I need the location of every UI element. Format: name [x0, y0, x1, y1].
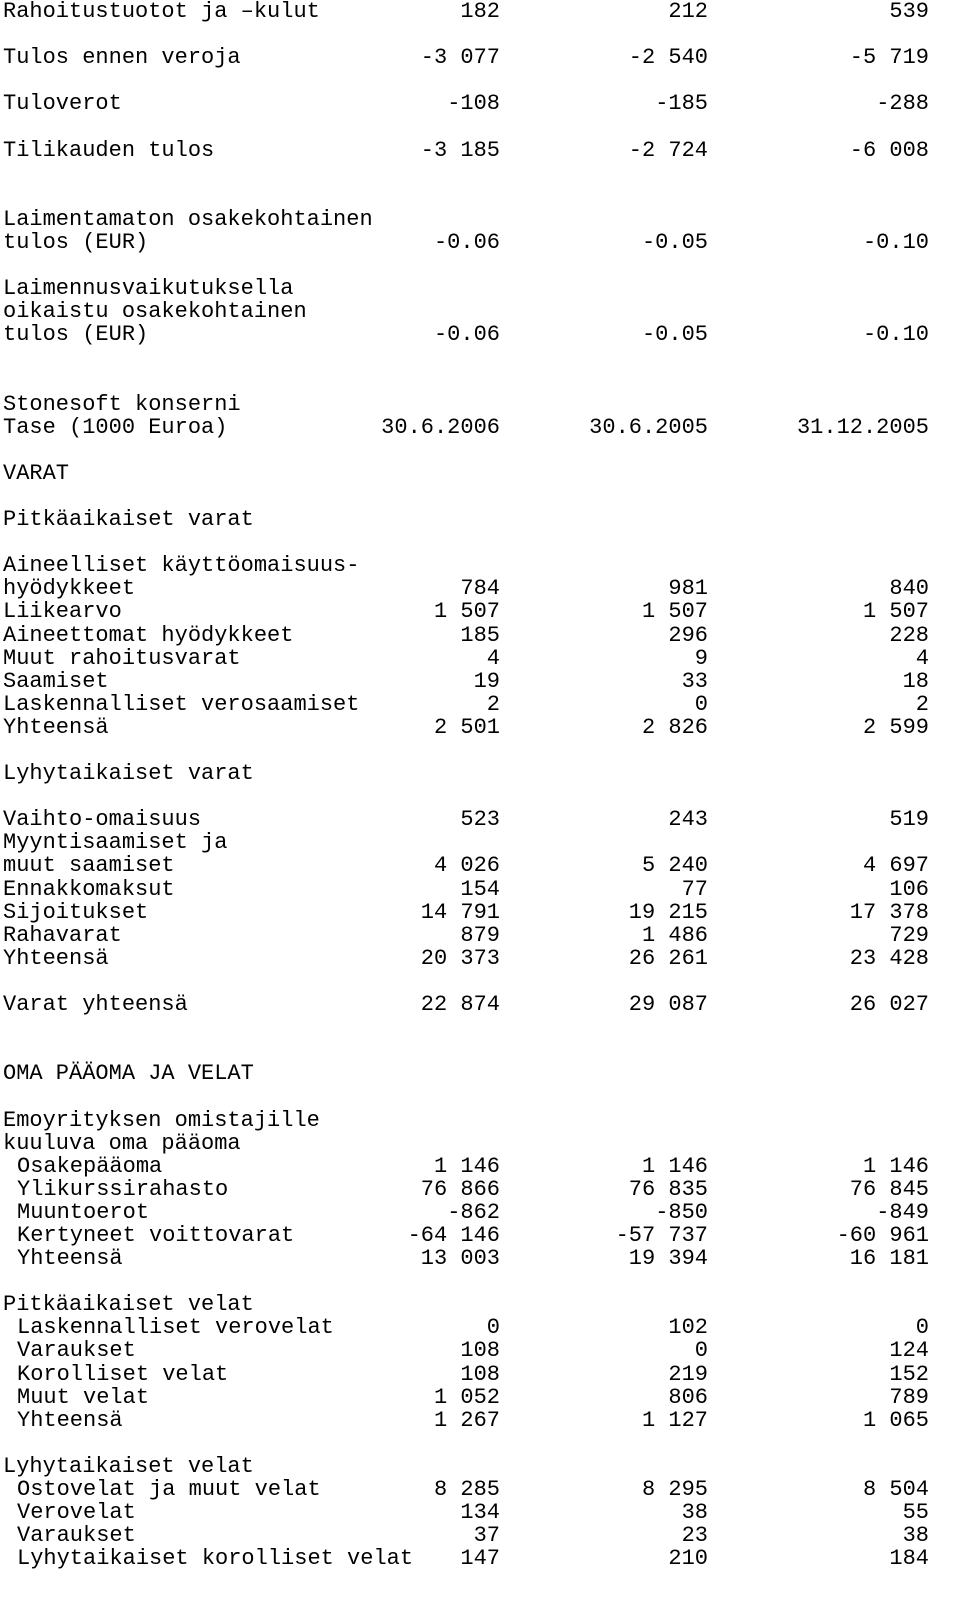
- value-col-3: 789: [889, 1384, 929, 1410]
- line-label: Ostovelat ja muut velat: [17, 1477, 321, 1502]
- statement-line: [3, 1132, 957, 1155]
- line-label: Laimennusvaikutuksella: [3, 276, 294, 302]
- statement-line: [3, 508, 957, 531]
- value-col-2: 1 146: [641, 1153, 708, 1179]
- value-col-2: -0.05: [641, 229, 708, 255]
- statement-line: [3, 531, 957, 554]
- value-col-1: -862: [447, 1199, 500, 1225]
- value-col-1: 1 267: [433, 1407, 500, 1433]
- line-label: Sijoitukset: [3, 899, 149, 925]
- value-col-2: -2 724: [628, 137, 708, 163]
- statement-line: [3, 277, 957, 300]
- line-label: Rahoitustuotot ja –kulut: [3, 0, 320, 24]
- statement-line: [3, 1109, 957, 1132]
- line-label: hyödykkeet: [3, 576, 136, 602]
- value-col-1: 185: [460, 622, 500, 648]
- line-label: Tilikauden tulos: [3, 137, 215, 163]
- value-col-1: 37: [473, 1523, 500, 1549]
- statement-line: [3, 808, 957, 831]
- value-col-3: 8 504: [862, 1477, 929, 1502]
- statement-line: [3, 439, 957, 462]
- value-col-2: 77: [681, 876, 708, 902]
- value-col-3: 4: [915, 645, 929, 671]
- line-label: Verovelat: [17, 1500, 136, 1526]
- statement-line: [3, 1016, 957, 1039]
- value-col-1: 1 507: [433, 599, 500, 625]
- value-col-2: 30.6.2005: [589, 414, 708, 440]
- value-col-3: 38: [902, 1523, 929, 1549]
- value-col-1: 30.6.2006: [381, 414, 500, 440]
- value-col-2: 5 240: [641, 853, 708, 879]
- line-label: Varat yhteensä: [3, 992, 188, 1018]
- line-label: Osakepääoma: [17, 1153, 163, 1179]
- value-col-3: 729: [889, 922, 929, 948]
- line-label: Pitkäaikaiset velat: [3, 1292, 254, 1318]
- value-col-3: -0.10: [862, 322, 929, 348]
- line-label: Lyhytaikaiset korolliset velat: [17, 1546, 414, 1572]
- value-col-1: 154: [460, 876, 500, 902]
- line-label: Yhteensä: [17, 1246, 123, 1272]
- statement-line: [3, 577, 957, 600]
- value-col-1: 0: [486, 1315, 500, 1341]
- value-col-2: -850: [655, 1199, 708, 1225]
- line-label: Korolliset velat: [17, 1361, 229, 1387]
- line-label: Muut rahoitusvarat: [3, 645, 241, 671]
- value-col-2: 0: [694, 691, 708, 717]
- value-col-1: 1 146: [433, 1153, 500, 1179]
- value-col-2: 243: [668, 807, 708, 833]
- line-label: Muuntoerot: [17, 1199, 150, 1225]
- statement-line: [3, 1155, 957, 1178]
- line-label: Yhteensä: [3, 714, 109, 740]
- statement-line: [3, 1501, 957, 1524]
- value-col-2: 26 261: [628, 945, 708, 971]
- statement-line: [3, 1039, 957, 1062]
- line-label: Tulos ennen veroja: [3, 45, 241, 71]
- value-col-3: 539: [889, 0, 929, 24]
- value-col-3: 1 146: [862, 1153, 929, 1179]
- value-col-1: 523: [460, 807, 500, 833]
- value-col-2: 38: [681, 1500, 708, 1526]
- value-col-2: 210: [668, 1546, 708, 1572]
- statement-line: [3, 462, 957, 485]
- value-col-2: 1 127: [641, 1407, 708, 1433]
- value-col-3: 76 845: [849, 1176, 929, 1202]
- statement-line: [3, 1293, 957, 1316]
- line-label: Aineettomat hyödykkeet: [3, 622, 294, 648]
- statement-line: [3, 1062, 957, 1085]
- statement-line: [3, 716, 957, 739]
- line-label: Ennakkomaksut: [3, 876, 175, 902]
- line-label: Laskennalliset verovelat: [17, 1315, 334, 1341]
- statement-line: [3, 23, 957, 46]
- statement-line: [3, 370, 957, 393]
- line-label: VARAT: [3, 460, 70, 486]
- value-col-2: 29 087: [628, 992, 708, 1018]
- value-col-3: 0: [915, 1315, 929, 1341]
- statement-line: [3, 785, 957, 808]
- value-col-3: 31.12.2005: [796, 414, 929, 440]
- statement-line: [3, 647, 957, 670]
- statement-line: [3, 1478, 957, 1501]
- statement-line: [3, 208, 957, 231]
- statement-line: [3, 1316, 957, 1339]
- value-col-3: 106: [889, 876, 929, 902]
- line-label: Stonesoft konserni: [3, 391, 241, 417]
- line-label: OMA PÄÄOMA JA VELAT: [3, 1061, 254, 1087]
- line-label: Varaukset: [17, 1523, 136, 1549]
- value-col-3: 55: [902, 1500, 929, 1526]
- statement-line: [3, 393, 957, 416]
- value-col-1: 4 026: [433, 853, 500, 879]
- value-col-2: 0: [694, 1338, 708, 1364]
- statement-line: [3, 1455, 957, 1478]
- statement-line: [3, 1178, 957, 1201]
- statement-line: [3, 878, 957, 901]
- value-col-2: 9: [694, 645, 708, 671]
- value-col-2: 76 835: [628, 1176, 708, 1202]
- statement-line: [3, 1363, 957, 1386]
- line-label: Laimentamaton osakekohtainen: [3, 206, 373, 232]
- value-col-1: 879: [460, 922, 500, 948]
- statement-line: [3, 254, 957, 277]
- value-col-1: -3 077: [420, 45, 500, 71]
- value-col-3: 152: [889, 1361, 929, 1387]
- value-col-3: -0.10: [862, 229, 929, 255]
- line-label: Emoyrityksen omistajille: [3, 1107, 320, 1133]
- statement-line: [3, 0, 957, 23]
- line-label: Saamiset: [3, 668, 109, 694]
- statement-line: [3, 901, 957, 924]
- value-col-3: 4 697: [862, 853, 929, 879]
- value-col-2: 296: [668, 622, 708, 648]
- statement-line: [3, 46, 957, 69]
- statement-line: [3, 69, 957, 92]
- line-label: oikaistu osakekohtainen: [3, 299, 307, 325]
- line-label: Pitkäaikaiset varat: [3, 507, 254, 533]
- value-col-3: -5 719: [849, 45, 929, 71]
- statement-line: [3, 854, 957, 877]
- statement-line: [3, 115, 957, 138]
- value-col-2: 19 215: [628, 899, 708, 925]
- statement-line: [3, 1247, 957, 1270]
- value-col-3: 519: [889, 807, 929, 833]
- value-col-3: 17 378: [849, 899, 929, 925]
- value-col-3: 23 428: [849, 945, 929, 971]
- value-col-3: -288: [876, 91, 929, 117]
- statement-line: [3, 831, 957, 854]
- statement-line: [3, 693, 957, 716]
- value-col-2: -57 737: [615, 1222, 708, 1248]
- line-label: Yhteensä: [17, 1407, 123, 1433]
- value-col-1: 4: [486, 645, 500, 671]
- value-col-3: 228: [889, 622, 929, 648]
- value-col-1: 784: [460, 576, 500, 602]
- value-col-1: -0.06: [433, 229, 500, 255]
- value-col-1: -108: [447, 91, 500, 117]
- value-col-2: 2 826: [641, 714, 708, 740]
- statement-line: [3, 624, 957, 647]
- value-col-2: 102: [668, 1315, 708, 1341]
- statement-line: [3, 739, 957, 762]
- line-label: kuuluva oma pääoma: [3, 1130, 241, 1156]
- statement-line: [3, 300, 957, 323]
- line-label: Varaukset: [17, 1338, 136, 1364]
- statement-line: [3, 600, 957, 623]
- value-col-2: 981: [668, 576, 708, 602]
- line-label: tulos (EUR): [3, 229, 149, 255]
- statement-line: [3, 947, 957, 970]
- line-label: Muut velat: [17, 1384, 150, 1410]
- value-col-2: 212: [668, 0, 708, 24]
- line-label: tulos (EUR): [3, 322, 149, 348]
- statement-line: [3, 92, 957, 115]
- value-col-2: 33: [681, 668, 708, 694]
- statement-line: [3, 993, 957, 1016]
- line-label: Lyhytaikaiset velat: [3, 1453, 254, 1479]
- value-col-3: 16 181: [849, 1246, 929, 1272]
- value-col-3: 840: [889, 576, 929, 602]
- line-label: muut saamiset: [3, 853, 175, 879]
- statement-line: [3, 231, 957, 254]
- value-col-2: -185: [655, 91, 708, 117]
- value-col-2: -2 540: [628, 45, 708, 71]
- value-col-3: 26 027: [849, 992, 929, 1018]
- value-col-1: 182: [460, 0, 500, 24]
- value-col-1: 8 285: [433, 1477, 500, 1502]
- statement-line: [3, 1270, 957, 1293]
- line-label: Tase (1000 Euroa): [3, 414, 228, 440]
- value-col-3: -849: [876, 1199, 929, 1225]
- statement-line: [3, 670, 957, 693]
- statement-line: [3, 1386, 957, 1409]
- value-col-3: -60 961: [836, 1222, 929, 1248]
- value-col-1: 20 373: [420, 945, 500, 971]
- statement-line: [3, 1432, 957, 1455]
- value-col-3: 1 065: [862, 1407, 929, 1433]
- line-label: Ylikurssirahasto: [17, 1176, 229, 1202]
- statement-line: [3, 162, 957, 185]
- statement-line: [3, 554, 957, 577]
- value-col-1: 14 791: [420, 899, 500, 925]
- value-col-1: -64 146: [407, 1222, 500, 1248]
- value-col-2: 1 486: [641, 922, 708, 948]
- value-col-2: 23: [681, 1523, 708, 1549]
- statement-line: [3, 1201, 957, 1224]
- statement-line: [3, 346, 957, 369]
- statement-line: [3, 485, 957, 508]
- value-col-1: 2: [486, 691, 500, 717]
- value-col-3: 2 599: [862, 714, 929, 740]
- value-col-2: -0.05: [641, 322, 708, 348]
- line-label: Rahavarat: [3, 922, 122, 948]
- value-col-3: 1 507: [862, 599, 929, 625]
- value-col-2: 219: [668, 1361, 708, 1387]
- financial-statement: [3, 0, 957, 1570]
- value-col-1: 76 866: [420, 1176, 500, 1202]
- line-label: Kertyneet voittovarat: [17, 1222, 295, 1248]
- value-col-1: 19: [473, 668, 500, 694]
- line-label: Aineelliset käyttöomaisuus-: [3, 553, 360, 579]
- statement-line: [3, 762, 957, 785]
- value-col-3: -6 008: [849, 137, 929, 163]
- statement-line: [3, 139, 957, 162]
- value-col-1: 108: [460, 1361, 500, 1387]
- value-col-2: 806: [668, 1384, 708, 1410]
- statement-line: [3, 924, 957, 947]
- statement-line: [3, 1409, 957, 1432]
- value-col-2: 19 394: [628, 1246, 708, 1272]
- line-label: Laskennalliset verosaamiset: [3, 691, 360, 717]
- statement-line: [3, 1085, 957, 1108]
- statement-line: [3, 1224, 957, 1247]
- value-col-1: 134: [460, 1500, 500, 1526]
- value-col-1: 22 874: [420, 992, 500, 1018]
- line-label: Tuloverot: [3, 91, 122, 117]
- value-col-1: -3 185: [420, 137, 500, 163]
- statement-line: [3, 416, 957, 439]
- statement-line: [3, 185, 957, 208]
- line-label: Yhteensä: [3, 945, 109, 971]
- value-col-1: -0.06: [433, 322, 500, 348]
- value-col-3: 18: [902, 668, 929, 694]
- value-col-1: 147: [460, 1546, 500, 1572]
- statement-line: [3, 970, 957, 993]
- line-label: Vaihto-omaisuus: [3, 807, 202, 833]
- value-col-2: 1 507: [641, 599, 708, 625]
- statement-line: [3, 323, 957, 346]
- value-col-3: 184: [889, 1546, 929, 1572]
- value-col-1: 13 003: [420, 1246, 500, 1272]
- value-col-1: 1 052: [433, 1384, 500, 1410]
- line-label: Liikearvo: [3, 599, 122, 625]
- value-col-1: 2 501: [433, 714, 500, 740]
- statement-line: [3, 1547, 957, 1570]
- line-label: Lyhytaikaiset varat: [3, 761, 254, 787]
- statement-line: [3, 1524, 957, 1547]
- value-col-2: 8 295: [641, 1477, 708, 1502]
- value-col-3: 2: [915, 691, 929, 717]
- value-col-1: 108: [460, 1338, 500, 1364]
- line-label: Myyntisaamiset ja: [3, 830, 228, 856]
- value-col-3: 124: [889, 1338, 929, 1364]
- statement-line: [3, 1339, 957, 1362]
